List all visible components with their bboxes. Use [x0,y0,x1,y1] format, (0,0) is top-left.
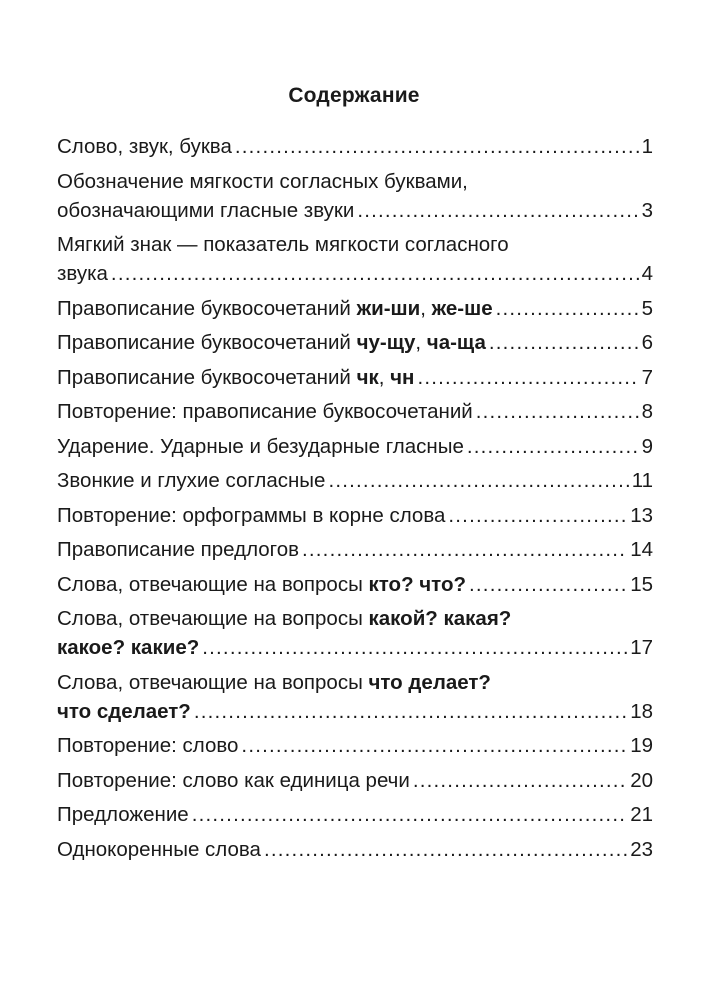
toc-page-number: 23 [630,837,653,861]
toc-entry-title [57,766,410,795]
toc-page-number: 8 [641,400,653,423]
toc-entry-title [57,397,473,426]
toc-entry-row [57,132,653,161]
toc-entry[interactable] [57,731,653,760]
toc-entry-text-part: Правописание буквосочетаний [57,296,357,320]
toc-entry-bold-text: же-ше [431,296,493,320]
toc-entry-title [57,196,354,225]
dot-leader [111,259,640,288]
toc-entry-row [57,328,653,357]
toc-entry-title [57,466,325,495]
toc-entry-text-part: , [420,296,432,320]
toc-entry-title [57,570,466,599]
toc-entry-bold-text: чк [356,365,379,389]
toc-entry-first-line [57,668,653,697]
toc-page-number: 20 [630,768,653,792]
toc-entry-title [57,501,445,530]
toc-entry-title [57,132,232,161]
toc-entry-row [57,766,653,795]
toc-entry-row [57,570,653,599]
dot-leader [357,196,639,225]
toc-entry[interactable] [57,294,653,323]
toc-entry-text-part: Повторение: орфограммы в корне слова [57,503,446,527]
toc-entry[interactable] [57,835,653,864]
dot-leader [302,535,628,564]
toc-entry[interactable] [57,501,653,530]
toc-entry-bold-text: какое? какие? [57,636,200,659]
toc-page-number: 13 [630,503,653,527]
toc-entry-text-part: Предложение [57,803,189,826]
toc-page-number: 14 [630,538,653,561]
toc-entry-text-part: Повторение: правописание буквосочетаний [57,400,473,423]
dot-leader [241,731,628,760]
toc-entry-row [57,397,653,426]
toc-entry-title [57,535,299,564]
toc-entry-row [57,501,653,530]
toc-entry-title [57,800,189,829]
toc-entry-first-line: Обозначение мягкости согласных буквами, [57,169,468,193]
dot-leader [467,432,640,461]
toc-entry-row [57,697,653,726]
dot-leader [328,466,629,495]
dot-leader [496,294,640,323]
toc-page-number: 15 [630,572,653,596]
table-of-contents [57,132,653,869]
toc-page-number: 3 [641,198,653,222]
toc-entry-row [57,196,653,225]
toc-entry-first-line [57,604,653,633]
toc-entry-title [57,731,238,760]
toc-page-number: 19 [630,734,653,757]
dot-leader [235,132,640,161]
toc-entry-text-part: Звонкие и глухие согласные [57,469,326,492]
toc-entry-title [57,432,464,461]
toc-entry-bold-text: чн [390,365,415,389]
toc-entry[interactable] [57,604,653,662]
toc-entry[interactable] [57,466,653,495]
toc-entry[interactable] [57,535,653,564]
dot-leader [476,397,640,426]
toc-entry-bold-text: что делает? [368,670,491,694]
toc-entry-text-part: , [415,331,427,354]
toc-entry-text-part: Однокоренные слова [57,837,261,861]
toc-entry-text-part: Повторение: слово как единица речи [57,768,410,792]
toc-entry-title [57,328,486,357]
toc-entry-bold-text: чу-щу [356,331,416,354]
toc-entry-row [57,800,653,829]
toc-entry-text-part: Правописание буквосочетаний [57,331,357,354]
toc-entry-title [57,259,108,288]
toc-entry-first-line: Мягкий знак — показатель мягкости согласного [57,233,509,256]
toc-entry-row [57,633,653,662]
toc-entry-text-part: обозначающими гласные звуки [57,198,355,222]
toc-entry-text-part: Правописание буквосочетаний [57,365,357,389]
toc-page-number: 18 [630,699,653,723]
toc-entry[interactable] [57,570,653,599]
toc-entry-text-part: Слова, отвечающие на вопросы [57,607,369,630]
toc-page-number: 4 [641,262,653,285]
toc-page-number: 7 [641,365,653,389]
toc-page-number: 1 [641,135,653,158]
dot-leader [413,766,628,795]
toc-entry-text-part: Слово, звук, буква [57,135,232,158]
toc-entry-bold-text: какой? какая? [368,607,512,630]
toc-entry-row [57,835,653,864]
toc-entry-row [57,731,653,760]
toc-entry-title [57,633,199,662]
toc-entry-text-part: Слова, отвечающие на вопросы [57,572,369,596]
toc-entry-title [57,363,414,392]
toc-entry[interactable] [57,432,653,461]
toc-entry[interactable] [57,800,653,829]
toc-entry[interactable] [57,766,653,795]
toc-entry-title [57,835,261,864]
toc-entry[interactable] [57,328,653,357]
dot-leader [448,501,628,530]
dot-leader [202,633,628,662]
toc-entry-text-part: звука [57,262,108,285]
toc-entry-row [57,294,653,323]
toc-entry-text-part: Правописание предлогов [57,538,299,561]
toc-page-number: 11 [631,469,653,492]
toc-entry[interactable] [57,397,653,426]
dot-leader [469,570,628,599]
toc-entry-row [57,432,653,461]
toc-entry-text-part: Ударение. Ударные и безударные гласные [57,434,464,458]
toc-entry[interactable] [57,668,653,726]
toc-entry-bold-text: жи-ши [356,296,421,320]
toc-page-number: 21 [630,803,653,826]
toc-page-number: 17 [630,636,653,659]
dot-leader [489,328,640,357]
toc-entry-title [57,294,493,323]
toc-entry-bold-text: ча-ща [426,331,486,354]
dot-leader [192,800,628,829]
toc-page-number: 6 [641,331,653,354]
dot-leader [194,697,628,726]
toc-entry-text-part: Слова, отвечающие на вопросы [57,670,369,694]
toc-page-number: 9 [641,434,653,458]
toc-entry-text-part: Повторение: слово [57,734,239,757]
dot-leader [264,835,628,864]
toc-entry-row [57,363,653,392]
dot-leader [417,363,639,392]
toc-entry-title [57,697,191,726]
toc-entry-row [57,535,653,564]
toc-page-number: 5 [641,296,653,320]
toc-entry[interactable] [57,363,653,392]
toc-entry-bold-text: что сделает? [57,699,191,723]
toc-entry[interactable] [57,167,653,225]
toc-entry-row [57,259,653,288]
toc-entry-row [57,466,653,495]
toc-entry-text-part: , [378,365,391,389]
page-title: Содержание [288,84,420,107]
toc-entry[interactable] [57,230,653,288]
toc-entry[interactable] [57,132,653,161]
toc-entry-bold-text: кто? что? [368,572,467,596]
